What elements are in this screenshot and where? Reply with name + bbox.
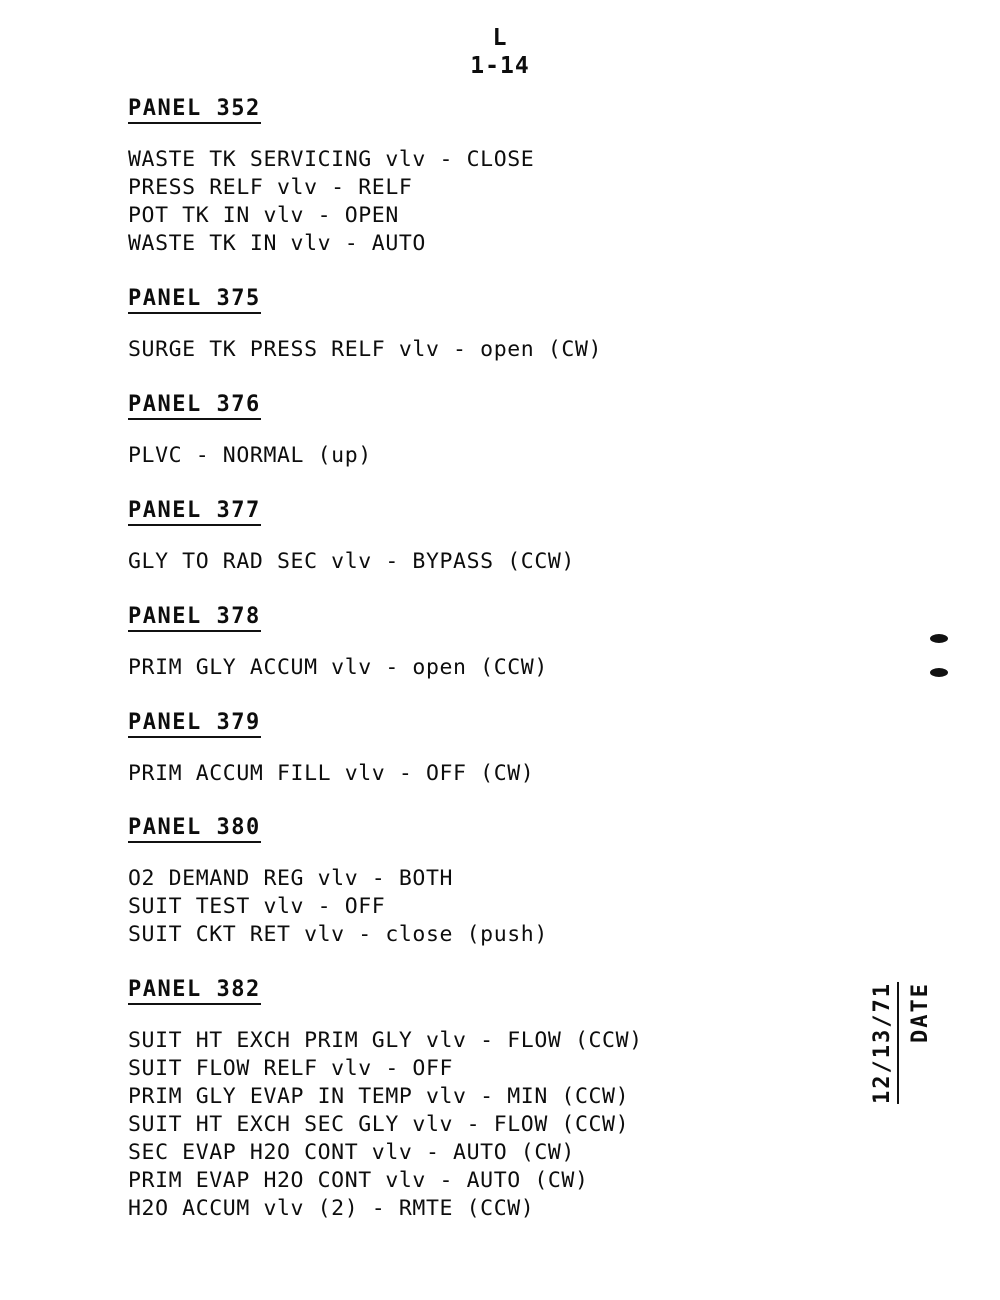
page-header [0,24,1000,80]
binder-hole-mark [930,634,948,643]
list-item: PRIM ACCUM FILL vlv - OFF (CW) [128,760,535,786]
list-item: SURGE TK PRESS RELF vlv - open (CW) [128,336,603,362]
section-heading: PANEL 379 [128,710,261,738]
item-list [128,442,828,470]
item-list [128,1027,828,1223]
section-panel-376 [128,368,828,470]
section-heading: PANEL 376 [128,392,261,420]
item-list [128,865,828,949]
list-item: H2O ACCUM vlv (2) - RMTE (CCW) [128,1195,535,1221]
section-panel-375 [128,262,828,364]
list-item: O2 DEMAND REG vlv - BOTH [128,866,454,892]
list-item: PRESS RELF vlv - RELF [128,174,413,200]
section-panel-377 [128,474,828,576]
date-label: DATE [908,982,933,1043]
item-list [128,548,828,576]
section-panel-382 [128,953,828,1223]
page-header-line-1: L [492,25,508,51]
section-heading: PANEL 377 [128,498,261,526]
list-item: POT TK IN vlv - OPEN [128,202,399,228]
item-list [128,760,828,788]
item-list [128,146,828,258]
list-item: SUIT HT EXCH SEC GLY vlv - FLOW (CCW) [128,1112,630,1138]
list-item: GLY TO RAD SEC vlv - BYPASS (CCW) [128,548,575,574]
section-heading: PANEL 352 [128,96,261,124]
list-item: SUIT TEST vlv - OFF [128,894,386,920]
list-item: PRIM EVAP H2O CONT vlv - AUTO (CW) [128,1167,589,1193]
section-heading: PANEL 378 [128,604,261,632]
date-value: 12/13/71 [870,982,899,1104]
item-list [128,336,828,364]
section-heading: PANEL 375 [128,286,261,314]
list-item: PRIM GLY ACCUM vlv - open (CCW) [128,654,548,680]
list-item: WASTE TK SERVICING vlv - CLOSE [128,147,535,172]
section-panel-378 [128,580,828,682]
item-list [128,654,828,682]
page-number: 1-14 [470,53,530,80]
date-stamp [852,760,972,1104]
section-heading: PANEL 382 [128,977,261,1005]
list-item: PRIM GLY EVAP IN TEMP vlv - MIN (CCW) [128,1084,630,1110]
list-item: WASTE TK IN vlv - AUTO [128,230,426,256]
section-panel-352 [128,96,828,258]
list-item: SEC EVAP H2O CONT vlv - AUTO (CW) [128,1140,575,1165]
section-panel-379 [128,686,828,788]
list-item: PLVC - NORMAL (up) [128,442,372,468]
binder-hole-mark [930,668,948,677]
list-item: SUIT HT EXCH PRIM GLY vlv - FLOW (CCW) [128,1028,643,1054]
list-item: SUIT FLOW RELF vlv - OFF [128,1056,454,1082]
section-heading: PANEL 380 [128,815,261,843]
section-panel-380 [128,791,828,949]
document-body [128,96,828,1227]
list-item: SUIT CKT RET vlv - close (push) [128,922,548,948]
